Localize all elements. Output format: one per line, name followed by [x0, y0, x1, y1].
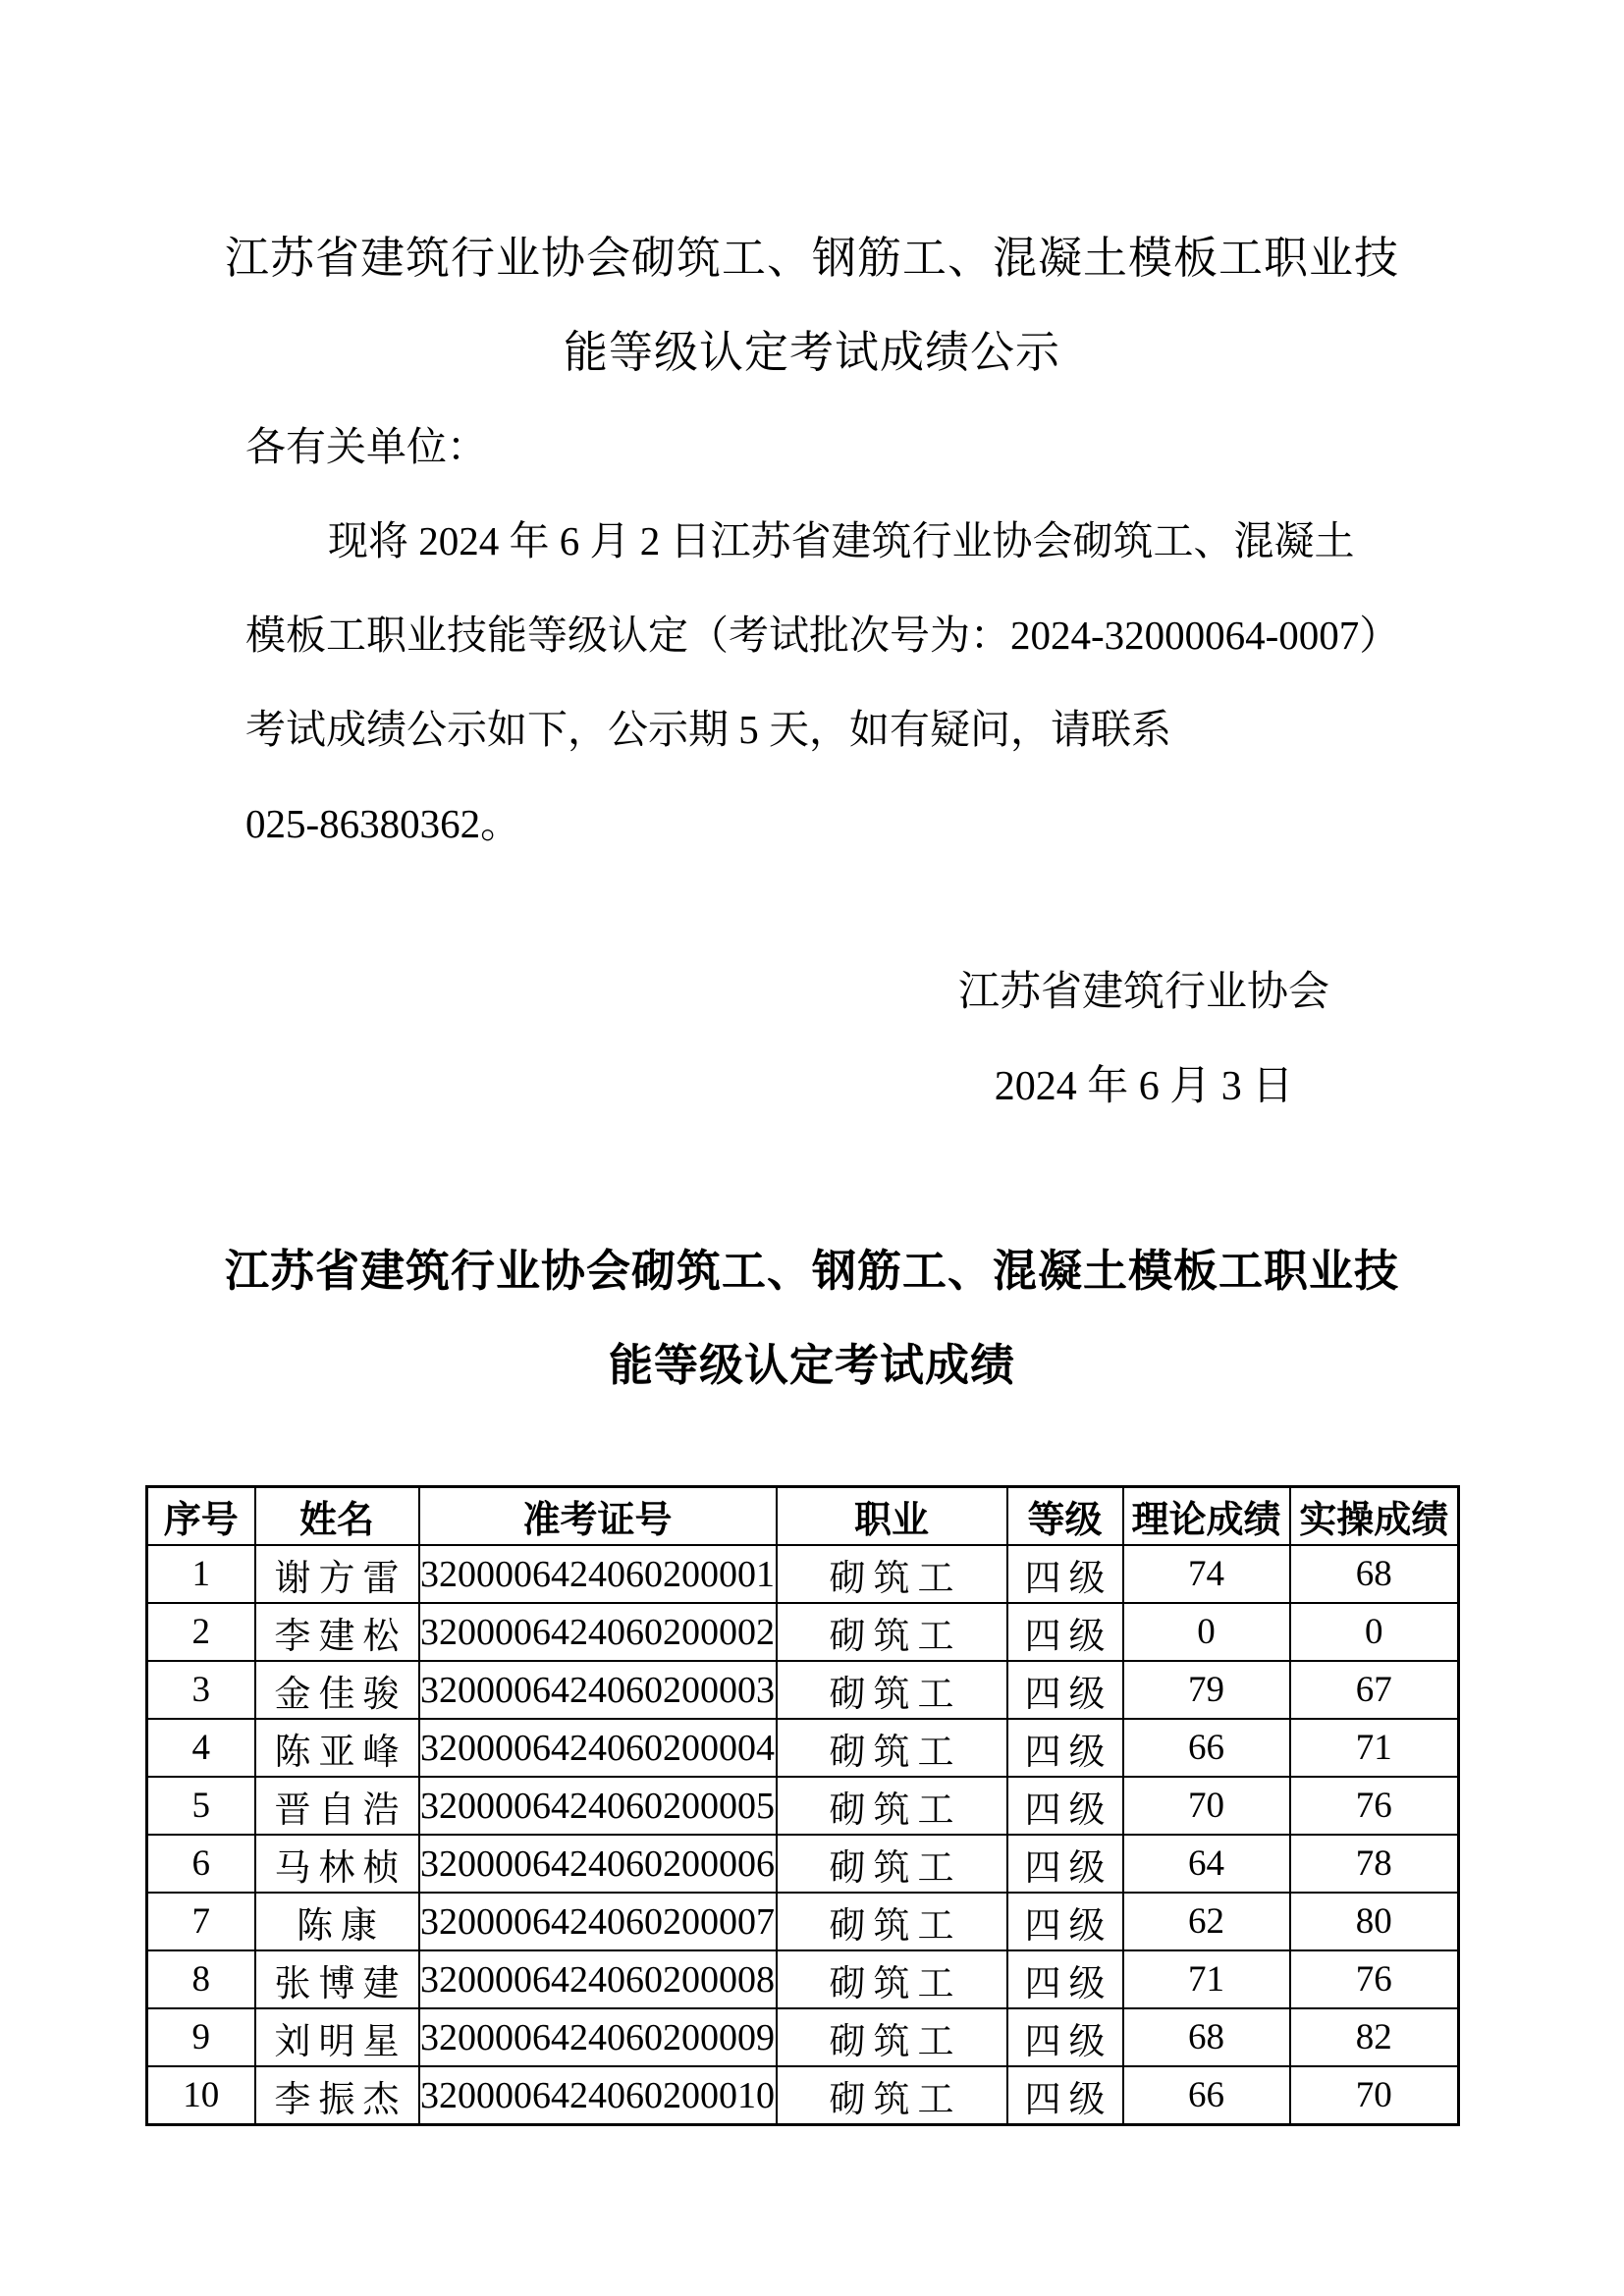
table-cell: 62	[1123, 1893, 1290, 1950]
table-header-row	[147, 1487, 1459, 1546]
table-cell: 66	[1123, 1719, 1290, 1777]
table-cell: 2	[147, 1603, 255, 1661]
table-cell: 砌筑工	[777, 1719, 1007, 1777]
table-cell: 5	[147, 1777, 255, 1835]
table-cell: 0	[1123, 1603, 1290, 1661]
table-cell: 3200006424060200008	[419, 1950, 777, 2008]
table-cell: 4	[147, 1719, 255, 1777]
table-cell: 砌筑工	[777, 1661, 1007, 1719]
table-cell: 68	[1123, 2008, 1290, 2066]
table-cell: 四级	[1007, 1777, 1123, 1835]
results-table-title-line-1: 江苏省建筑行业协会砌筑工、钢筋工、混凝土模板工职业技	[224, 1247, 1399, 1296]
column-header: 准考证号	[419, 1487, 777, 1546]
table-cell: 四级	[1007, 1893, 1123, 1950]
results-table-body	[147, 1545, 1459, 2125]
table-cell: 砌筑工	[777, 1777, 1007, 1835]
table-row	[147, 2008, 1459, 2066]
table-cell: 76	[1290, 1950, 1459, 2008]
table-cell: 张博建	[255, 1950, 419, 2008]
table-cell: 四级	[1007, 1661, 1123, 1719]
table-cell: 金佳骏	[255, 1661, 419, 1719]
table-cell: 李建松	[255, 1603, 419, 1661]
table-cell: 10	[147, 2066, 255, 2125]
table-cell: 3200006424060200001	[419, 1545, 777, 1603]
table-cell: 70	[1290, 2066, 1459, 2125]
table-cell: 3200006424060200002	[419, 1603, 777, 1661]
table-cell: 3200006424060200007	[419, 1893, 777, 1950]
notice-title	[0, 211, 1624, 400]
notice-title-line-2: 能等级认定考试成绩公示	[563, 328, 1060, 377]
table-cell: 3200006424060200005	[419, 1777, 777, 1835]
signature-date: 2024 年 6 月 3 日	[994, 1064, 1294, 1109]
table-cell: 3	[147, 1661, 255, 1719]
table-row	[147, 1661, 1459, 1719]
column-header: 实操成绩	[1290, 1487, 1459, 1546]
table-cell: 谢方雷	[255, 1545, 419, 1603]
table-cell: 砌筑工	[777, 1950, 1007, 2008]
table-row	[147, 1950, 1459, 2008]
table-cell: 64	[1123, 1835, 1290, 1893]
table-cell: 80	[1290, 1893, 1459, 1950]
table-cell: 8	[147, 1950, 255, 2008]
table-cell: 砌筑工	[777, 1603, 1007, 1661]
table-cell: 砌筑工	[777, 1545, 1007, 1603]
table-cell: 砌筑工	[777, 2008, 1007, 2066]
table-row	[147, 1603, 1459, 1661]
table-row	[147, 1777, 1459, 1835]
table-cell: 四级	[1007, 1835, 1123, 1893]
body-paragraph-line: 现将 2024 年 6 月 2 日江苏省建筑行业协会砌筑工、混凝土	[328, 518, 1355, 563]
table-cell: 7	[147, 1893, 255, 1950]
column-header: 职业	[777, 1487, 1007, 1546]
salutation: 各有关单位：	[245, 424, 487, 469]
table-cell: 66	[1123, 2066, 1290, 2125]
table-cell: 79	[1123, 1661, 1290, 1719]
table-cell: 74	[1123, 1545, 1290, 1603]
column-header: 理论成绩	[1123, 1487, 1290, 1546]
table-cell: 82	[1290, 2008, 1459, 2066]
table-row	[147, 1545, 1459, 1603]
table-cell: 砌筑工	[777, 2066, 1007, 2125]
table-cell: 3200006424060200006	[419, 1835, 777, 1893]
body-paragraph-line: 025-86380362。	[245, 801, 521, 846]
column-header: 序号	[147, 1487, 255, 1546]
column-header: 姓名	[255, 1487, 419, 1546]
signature-block	[958, 945, 1329, 1134]
body-paragraph-line: 模板工职业技能等级认定（考试批次号为：2024-32000064-0007）	[245, 613, 1400, 658]
table-row	[147, 1893, 1459, 1950]
table-cell: 3200006424060200003	[419, 1661, 777, 1719]
table-cell: 9	[147, 2008, 255, 2066]
table-row	[147, 1835, 1459, 1893]
table-cell: 70	[1123, 1777, 1290, 1835]
table-cell: 四级	[1007, 2008, 1123, 2066]
table-cell: 0	[1290, 1603, 1459, 1661]
table-cell: 3200006424060200010	[419, 2066, 777, 2125]
table-cell: 四级	[1007, 1719, 1123, 1777]
table-cell: 1	[147, 1545, 255, 1603]
table-cell: 晋自浩	[255, 1777, 419, 1835]
table-cell: 71	[1290, 1719, 1459, 1777]
table-cell: 71	[1123, 1950, 1290, 2008]
table-row	[147, 1719, 1459, 1777]
table-cell: 68	[1290, 1545, 1459, 1603]
table-cell: 78	[1290, 1835, 1459, 1893]
table-cell: 砌筑工	[777, 1893, 1007, 1950]
table-cell: 76	[1290, 1777, 1459, 1835]
table-row	[147, 2066, 1459, 2125]
table-cell: 陈康	[255, 1893, 419, 1950]
table-cell: 6	[147, 1835, 255, 1893]
results-table	[145, 1485, 1460, 2126]
table-cell: 陈亚峰	[255, 1719, 419, 1777]
table-cell: 四级	[1007, 1545, 1123, 1603]
table-cell: 刘明星	[255, 2008, 419, 2066]
table-cell: 四级	[1007, 1950, 1123, 2008]
table-cell: 李振杰	[255, 2066, 419, 2125]
table-cell: 67	[1290, 1661, 1459, 1719]
table-cell: 马林桢	[255, 1835, 419, 1893]
table-cell: 砌筑工	[777, 1835, 1007, 1893]
body-paragraph-line: 考试成绩公示如下，公示期 5 天，如有疑问，请联系	[245, 707, 1171, 752]
signature-org: 江苏省建筑行业协会	[957, 970, 1329, 1015]
table-cell: 3200006424060200009	[419, 2008, 777, 2066]
notice-title-line-1: 江苏省建筑行业协会砌筑工、钢筋工、混凝土模板工职业技	[224, 234, 1399, 283]
column-header: 等级	[1007, 1487, 1123, 1546]
results-table-title-line-2: 能等级认定考试成绩	[608, 1341, 1015, 1390]
results-table-title	[0, 1224, 1624, 1413]
table-cell: 3200006424060200004	[419, 1719, 777, 1777]
table-cell: 四级	[1007, 1603, 1123, 1661]
table-cell: 四级	[1007, 2066, 1123, 2125]
